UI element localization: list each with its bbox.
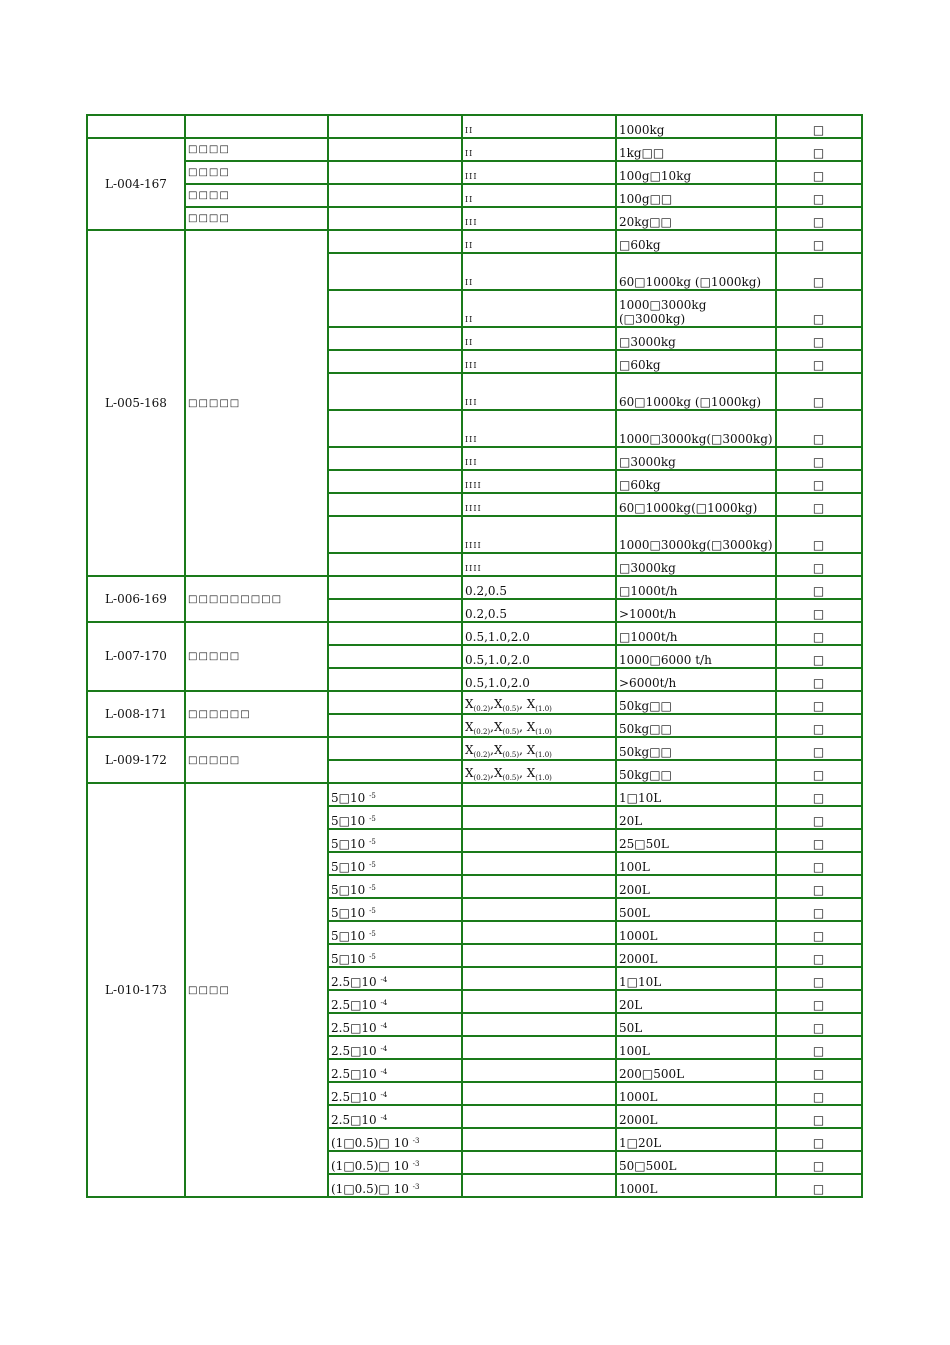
- range-cell: 50kg□□: [616, 760, 776, 783]
- range-cell: 500L: [616, 898, 776, 921]
- range-cell: 50□500L: [616, 1151, 776, 1174]
- uncertainty-cell: 2.5□10 $^{-4}$: [328, 967, 462, 990]
- range-cell: 50L: [616, 1013, 776, 1036]
- uncertainty-cell: 2.5□10 $^{-4}$: [328, 1013, 462, 1036]
- mark-cell: □: [776, 290, 862, 327]
- range-cell: □1000t/h: [616, 576, 776, 599]
- uncertainty-cell: 5□10 $^{-5}$: [328, 829, 462, 852]
- mark-cell: □: [776, 622, 862, 645]
- page-bottom-margin: [0, 1212, 950, 1345]
- grade-cell: $X_{(0.2)},X_{(0.5)}$, $X_{(1.0)}$: [462, 714, 616, 737]
- table-row: [87, 691, 862, 714]
- uncertainty-cell: [328, 327, 462, 350]
- grade-cell: [462, 1151, 616, 1174]
- mark-cell: □: [776, 691, 862, 714]
- item-code: L-010-173: [87, 783, 185, 1197]
- grade-cell: II: [462, 184, 616, 207]
- mark-cell: □: [776, 253, 862, 290]
- calibration-table: [86, 114, 863, 1198]
- mark-cell: □: [776, 852, 862, 875]
- table-row: [87, 783, 862, 806]
- range-cell: >1000t/h: [616, 599, 776, 622]
- table-row: [87, 576, 862, 599]
- grade-cell: II: [462, 253, 616, 290]
- table-row: [87, 230, 862, 253]
- uncertainty-cell: (1□0.5)□ 10 $^{-3}$: [328, 1128, 462, 1151]
- uncertainty-cell: [328, 576, 462, 599]
- table-row: [87, 622, 862, 645]
- range-cell: 25□50L: [616, 829, 776, 852]
- mark-cell: □: [776, 1013, 862, 1036]
- mark-cell: □: [776, 944, 862, 967]
- range-cell: 20L: [616, 990, 776, 1013]
- mark-cell: □: [776, 1105, 862, 1128]
- range-cell: □3000kg: [616, 553, 776, 576]
- range-cell: 60□1000kg (□1000kg): [616, 253, 776, 290]
- mark-cell: □: [776, 967, 862, 990]
- range-cell: 20kg□□: [616, 207, 776, 230]
- item-code: L-006-169: [87, 576, 185, 622]
- mark-cell: □: [776, 553, 862, 576]
- item-code: L-005-168: [87, 230, 185, 576]
- table-row: [87, 161, 862, 184]
- mark-cell: □: [776, 350, 862, 373]
- range-cell: □3000kg: [616, 327, 776, 350]
- mark-cell: □: [776, 207, 862, 230]
- uncertainty-cell: [328, 493, 462, 516]
- grade-cell: IIII: [462, 516, 616, 553]
- grade-cell: [462, 1059, 616, 1082]
- mark-cell: □: [776, 138, 862, 161]
- item-code: L-008-171: [87, 691, 185, 737]
- grade-cell: [462, 829, 616, 852]
- table-row: [87, 138, 862, 161]
- uncertainty-cell: 2.5□10 $^{-4}$: [328, 1036, 462, 1059]
- uncertainty-cell: [328, 470, 462, 493]
- grade-cell: 0.2,0.5: [462, 599, 616, 622]
- mark-cell: □: [776, 576, 862, 599]
- uncertainty-cell: 5□10 $^{-5}$: [328, 783, 462, 806]
- grade-cell: III: [462, 350, 616, 373]
- grade-cell: III: [462, 161, 616, 184]
- range-cell: 100g□10kg: [616, 161, 776, 184]
- grade-cell: [462, 1105, 616, 1128]
- mark-cell: □: [776, 737, 862, 760]
- grade-cell: [462, 967, 616, 990]
- range-cell: 100L: [616, 1036, 776, 1059]
- range-cell: 1000L: [616, 1174, 776, 1197]
- range-cell: □60kg: [616, 230, 776, 253]
- grade-cell: II: [462, 115, 616, 138]
- instrument-name: □□□□: [185, 138, 328, 161]
- uncertainty-cell: (1□0.5)□ 10 $^{-3}$: [328, 1174, 462, 1197]
- instrument-name: □□□□□: [185, 230, 328, 576]
- uncertainty-cell: (1□0.5)□ 10 $^{-3}$: [328, 1151, 462, 1174]
- uncertainty-cell: [328, 553, 462, 576]
- uncertainty-cell: 2.5□10 $^{-4}$: [328, 1082, 462, 1105]
- grade-cell: $X_{(0.2)},X_{(0.5)}$, $X_{(1.0)}$: [462, 737, 616, 760]
- instrument-name: □□□□□: [185, 737, 328, 783]
- code-cell: [87, 115, 185, 138]
- range-cell: 1□20L: [616, 1128, 776, 1151]
- mark-cell: □: [776, 410, 862, 447]
- mark-cell: □: [776, 1082, 862, 1105]
- item-code: L-007-170: [87, 622, 185, 691]
- mark-cell: □: [776, 990, 862, 1013]
- table-body: [87, 115, 862, 1197]
- uncertainty-cell: [328, 410, 462, 447]
- grade-cell: [462, 1174, 616, 1197]
- uncertainty-cell: [328, 599, 462, 622]
- range-cell: 1□10L: [616, 967, 776, 990]
- mark-cell: □: [776, 714, 862, 737]
- mark-cell: □: [776, 921, 862, 944]
- uncertainty-cell: [328, 230, 462, 253]
- range-cell: 1□10L: [616, 783, 776, 806]
- grade-cell: III: [462, 447, 616, 470]
- grade-cell: [462, 1036, 616, 1059]
- grade-cell: II: [462, 327, 616, 350]
- range-cell: □1000t/h: [616, 622, 776, 645]
- uncertainty-cell: [328, 516, 462, 553]
- mark-cell: □: [776, 373, 862, 410]
- uncertainty-cell: 2.5□10 $^{-4}$: [328, 1105, 462, 1128]
- grade-cell: 0.5,1.0,2.0: [462, 668, 616, 691]
- range-cell: 2000L: [616, 1105, 776, 1128]
- mark-cell: □: [776, 829, 862, 852]
- uncertainty-cell: [328, 737, 462, 760]
- range-cell: □3000kg: [616, 447, 776, 470]
- item-code: L-004-167: [87, 138, 185, 230]
- table-row: [87, 184, 862, 207]
- range-cell: 2000L: [616, 944, 776, 967]
- mark-cell: □: [776, 645, 862, 668]
- grade-cell: 0.5,1.0,2.0: [462, 645, 616, 668]
- name-cell: [185, 115, 328, 138]
- mark-cell: □: [776, 115, 862, 138]
- uncertainty-cell: [328, 714, 462, 737]
- mark-cell: □: [776, 470, 862, 493]
- mark-cell: □: [776, 161, 862, 184]
- range-cell: 20L: [616, 806, 776, 829]
- grade-cell: [462, 921, 616, 944]
- grade-cell: III: [462, 410, 616, 447]
- instrument-name: □□□□□□: [185, 691, 328, 737]
- uncertainty-cell: [328, 760, 462, 783]
- uncertainty-cell: [328, 115, 462, 138]
- mark-cell: □: [776, 668, 862, 691]
- uncertainty-cell: [328, 668, 462, 691]
- range-cell: 100L: [616, 852, 776, 875]
- range-cell: 1000kg: [616, 115, 776, 138]
- mark-cell: □: [776, 447, 862, 470]
- mark-cell: □: [776, 1059, 862, 1082]
- mark-cell: □: [776, 184, 862, 207]
- range-cell: 200L: [616, 875, 776, 898]
- range-cell: 50kg□□: [616, 691, 776, 714]
- item-code: L-009-172: [87, 737, 185, 783]
- uncertainty-cell: [328, 138, 462, 161]
- uncertainty-cell: [328, 161, 462, 184]
- mark-cell: □: [776, 783, 862, 806]
- mark-cell: □: [776, 1174, 862, 1197]
- uncertainty-cell: 2.5□10 $^{-4}$: [328, 1059, 462, 1082]
- instrument-name: □□□□: [185, 207, 328, 230]
- instrument-name: □□□□□□□□□: [185, 576, 328, 622]
- range-cell: 1000□3000kg (□3000kg): [616, 290, 776, 327]
- uncertainty-cell: [328, 253, 462, 290]
- grade-cell: [462, 783, 616, 806]
- mark-cell: □: [776, 516, 862, 553]
- grade-cell: II: [462, 230, 616, 253]
- range-cell: 1000□3000kg(□3000kg): [616, 516, 776, 553]
- grade-cell: [462, 898, 616, 921]
- range-cell: 1000L: [616, 921, 776, 944]
- uncertainty-cell: 5□10 $^{-5}$: [328, 875, 462, 898]
- grade-cell: [462, 1128, 616, 1151]
- range-cell: 1kg□□: [616, 138, 776, 161]
- grade-cell: IIII: [462, 493, 616, 516]
- grade-cell: III: [462, 373, 616, 410]
- grade-cell: [462, 990, 616, 1013]
- range-cell: 100g□□: [616, 184, 776, 207]
- uncertainty-cell: 5□10 $^{-5}$: [328, 852, 462, 875]
- mark-cell: □: [776, 230, 862, 253]
- uncertainty-cell: [328, 447, 462, 470]
- table-row: [87, 207, 862, 230]
- range-cell: 1000□6000 t/h: [616, 645, 776, 668]
- mark-cell: □: [776, 327, 862, 350]
- mark-cell: □: [776, 1128, 862, 1151]
- mark-cell: □: [776, 760, 862, 783]
- grade-cell: II: [462, 138, 616, 161]
- grade-cell: 0.5,1.0,2.0: [462, 622, 616, 645]
- grade-cell: II: [462, 290, 616, 327]
- instrument-name: □□□□: [185, 184, 328, 207]
- uncertainty-cell: 5□10 $^{-5}$: [328, 944, 462, 967]
- grade-cell: [462, 875, 616, 898]
- uncertainty-cell: [328, 691, 462, 714]
- uncertainty-cell: [328, 622, 462, 645]
- mark-cell: □: [776, 599, 862, 622]
- uncertainty-cell: 2.5□10 $^{-4}$: [328, 990, 462, 1013]
- range-cell: □60kg: [616, 350, 776, 373]
- uncertainty-cell: [328, 645, 462, 668]
- grade-cell: IIII: [462, 470, 616, 493]
- range-cell: 60□1000kg(□1000kg): [616, 493, 776, 516]
- table-row: [87, 115, 862, 138]
- range-cell: □60kg: [616, 470, 776, 493]
- mark-cell: □: [776, 875, 862, 898]
- grade-cell: $X_{(0.2)},X_{(0.5)}$, $X_{(1.0)}$: [462, 760, 616, 783]
- grade-cell: III: [462, 207, 616, 230]
- grade-cell: [462, 1082, 616, 1105]
- range-cell: 1000L: [616, 1082, 776, 1105]
- table-row: [87, 737, 862, 760]
- mark-cell: □: [776, 1151, 862, 1174]
- grade-cell: 0.2,0.5: [462, 576, 616, 599]
- mark-cell: □: [776, 806, 862, 829]
- mark-cell: □: [776, 898, 862, 921]
- grade-cell: [462, 806, 616, 829]
- uncertainty-cell: [328, 373, 462, 410]
- mark-cell: □: [776, 1036, 862, 1059]
- instrument-name: □□□□: [185, 161, 328, 184]
- grade-cell: [462, 852, 616, 875]
- uncertainty-cell: 5□10 $^{-5}$: [328, 898, 462, 921]
- uncertainty-cell: 5□10 $^{-5}$: [328, 921, 462, 944]
- range-cell: >6000t/h: [616, 668, 776, 691]
- range-cell: 200□500L: [616, 1059, 776, 1082]
- instrument-name: □□□□□: [185, 622, 328, 691]
- range-cell: 1000□3000kg(□3000kg): [616, 410, 776, 447]
- uncertainty-cell: [328, 184, 462, 207]
- grade-cell: [462, 944, 616, 967]
- range-cell: 50kg□□: [616, 737, 776, 760]
- uncertainty-cell: [328, 290, 462, 327]
- uncertainty-cell: 5□10 $^{-5}$: [328, 806, 462, 829]
- range-cell: 60□1000kg (□1000kg): [616, 373, 776, 410]
- grade-cell: [462, 1013, 616, 1036]
- uncertainty-cell: [328, 207, 462, 230]
- uncertainty-cell: [328, 350, 462, 373]
- grade-cell: IIII: [462, 553, 616, 576]
- grade-cell: $X_{(0.2)},X_{(0.5)}$, $X_{(1.0)}$: [462, 691, 616, 714]
- range-cell: 50kg□□: [616, 714, 776, 737]
- instrument-name: □□□□: [185, 783, 328, 1197]
- mark-cell: □: [776, 493, 862, 516]
